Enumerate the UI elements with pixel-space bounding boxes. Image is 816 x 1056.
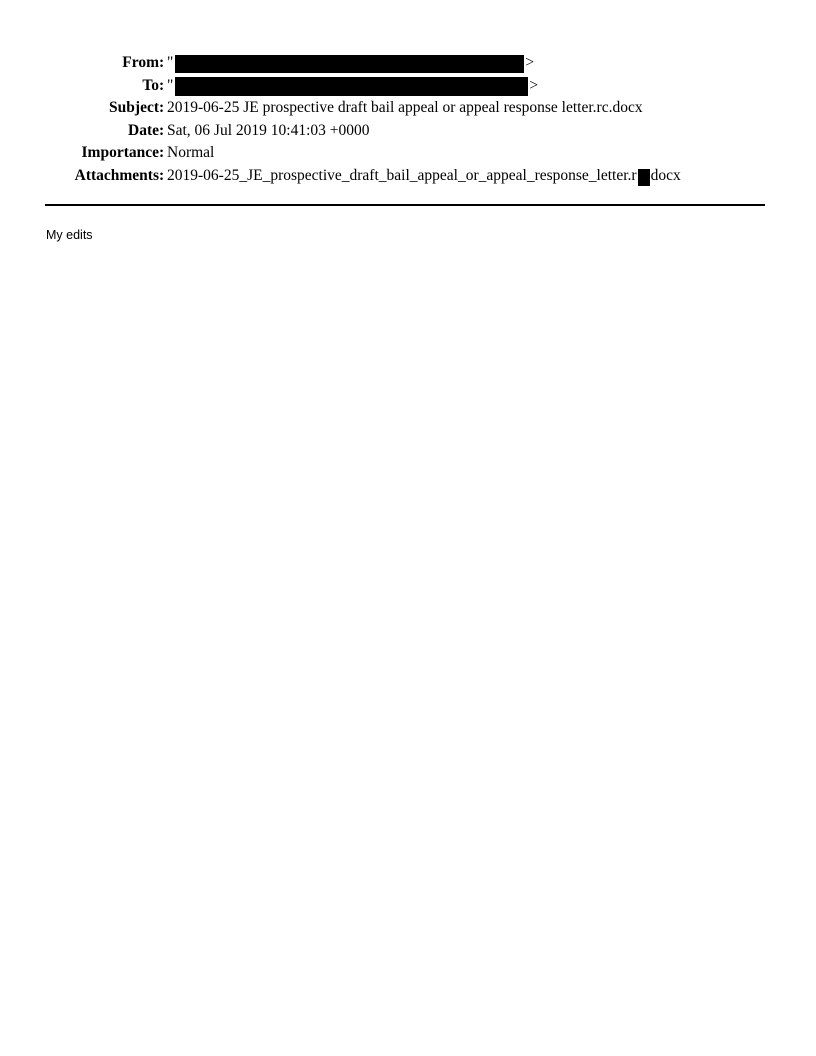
- attachment-name-start: 2019-06-25_JE_prospective_draft_bail_appeal_or_appeal_response_letter.r: [167, 166, 637, 184]
- attachments-row: Attachments : 2019-06-25_JE_prospective_draft_bail_appeal_or_appeal_response_letter.r docx: [0, 165, 816, 188]
- importance-label: Importance: [81, 144, 159, 161]
- from-suffix: >: [525, 54, 535, 71]
- importance-value: Normal: [167, 144, 215, 161]
- date-row: Date : Sat, 06 Jul 2019 10:41:03 +0000: [0, 120, 816, 143]
- from-prefix: ": [167, 54, 174, 71]
- to-prefix: ": [167, 76, 174, 94]
- attachment-name-end: docx: [650, 166, 681, 184]
- redaction-box: [175, 55, 524, 73]
- redaction-box: [638, 169, 650, 186]
- header-divider: [45, 204, 765, 206]
- redaction-box: [175, 77, 528, 96]
- date-value: Sat, 06 Jul 2019 10:41:03 +0000: [167, 121, 370, 139]
- date-label: Date: [128, 121, 159, 139]
- email-header: [0, 52, 816, 187]
- to-row: To : " >: [0, 75, 816, 98]
- email-body: My edits: [46, 228, 93, 242]
- from-row: From : " >: [0, 52, 816, 75]
- subject-value: 2019-06-25 JE prospective draft bail appeal or appeal response letter.rc.docx: [167, 99, 643, 116]
- subject-row: Subject : 2019-06-25 JE prospective draft bail appeal or appeal response letter.rc.docx: [0, 97, 816, 120]
- subject-label: Subject: [109, 99, 159, 116]
- from-value: [163, 52, 534, 74]
- attachments-label: Attachments: [74, 166, 159, 184]
- from-label: From: [122, 54, 159, 71]
- importance-row: Importance : Normal: [0, 142, 816, 165]
- to-label: To: [142, 76, 159, 94]
- attachment-link[interactable]: [163, 165, 681, 187]
- to-value: [163, 75, 538, 97]
- to-suffix: >: [529, 76, 539, 94]
